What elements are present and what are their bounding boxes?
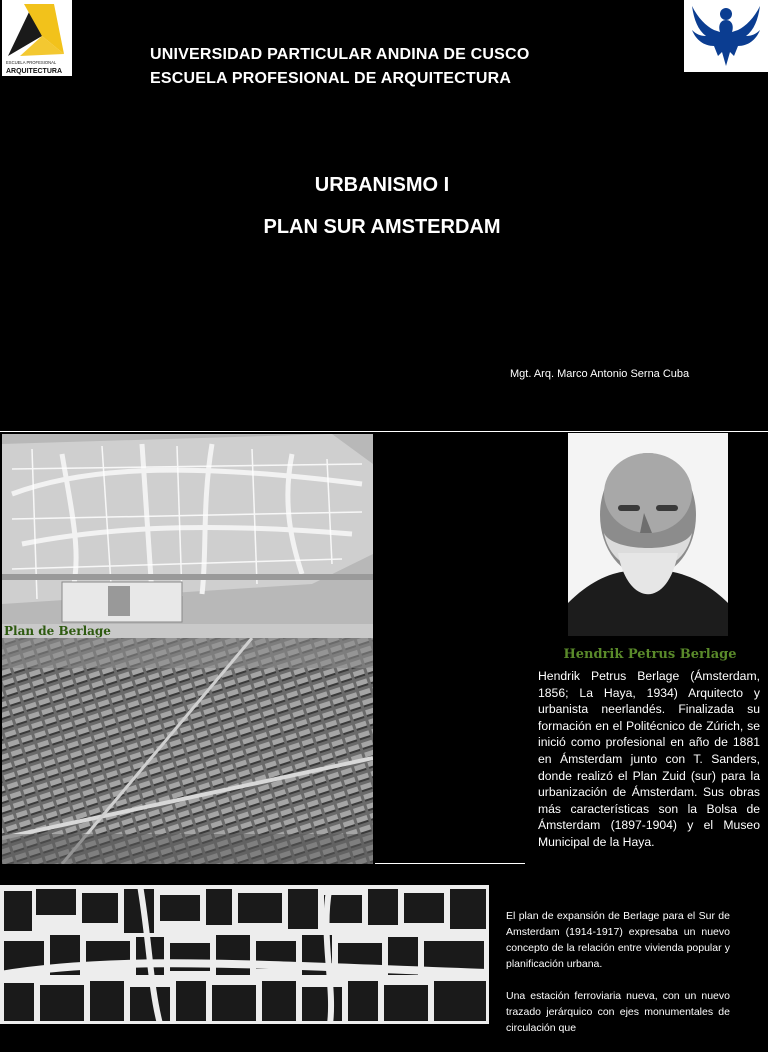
institution-name: UNIVERSIDAD PARTICULAR ANDINA DE CUSCO: [150, 46, 530, 63]
aerial-photo: [2, 638, 373, 864]
logo-line2: ARQUITECTURA: [6, 68, 62, 75]
amsterdam-south-plan-map: [0, 885, 489, 1024]
school-name: ESCUELA PROFESIONAL DE ARQUITECTURA: [150, 70, 512, 87]
portrait-caption: Hendrik Petrus Berlage: [563, 647, 737, 662]
topic-title: PLAN SUR AMSTERDAM: [263, 216, 501, 238]
description-paragraph-2: Una estación ferroviaria nueva, con un nuevo trazado jerárquico con ejes monumentales de circulación que: [506, 990, 730, 1034]
description-paragraph-1: El plan de expansión de Berlage para el Sur de Amsterdam (1914-1917) expresaba un nuevo concepto de la relación entre vivienda popular y planificación urbana.: [506, 910, 730, 970]
map-caption: Plan de Berlage: [2, 624, 373, 638]
slide-divider: [0, 431, 768, 432]
university-logo: [684, 0, 768, 72]
plan-description: [506, 908, 730, 1052]
architecture-logo-icon: [2, 0, 72, 76]
berlage-plan-map: [2, 434, 373, 624]
eagle-icon: [684, 0, 768, 72]
author-name: Mgt. Arq. Marco Antonio Serna Cuba: [510, 368, 690, 380]
logo-line1: ESCUELA PROFESIONAL: [6, 60, 57, 65]
school-logo: [2, 0, 72, 76]
berlage-biography: Hendrik Petrus Berlage (Ámsterdam, 1856; La Haya, 1934) Arquitecto y urbanista neerlandés. Finalizada su formación en el Politécnico de Zúrich, se inició como profesional en año de 1881 en Ámsterdam junto con T. Sanders, donde realizó el Plan Zuid (sur) para la urbanización de Ámsterdam. Sus obras más características son la Bolsa de Ámsterdam (1897-1904) y el Museo Municipal de la Haya.: [538, 669, 760, 849]
berlage-portrait: [568, 433, 728, 636]
course-title: URBANISMO I: [314, 174, 450, 196]
title-slide: [0, 0, 768, 430]
caption-divider: [375, 863, 525, 864]
